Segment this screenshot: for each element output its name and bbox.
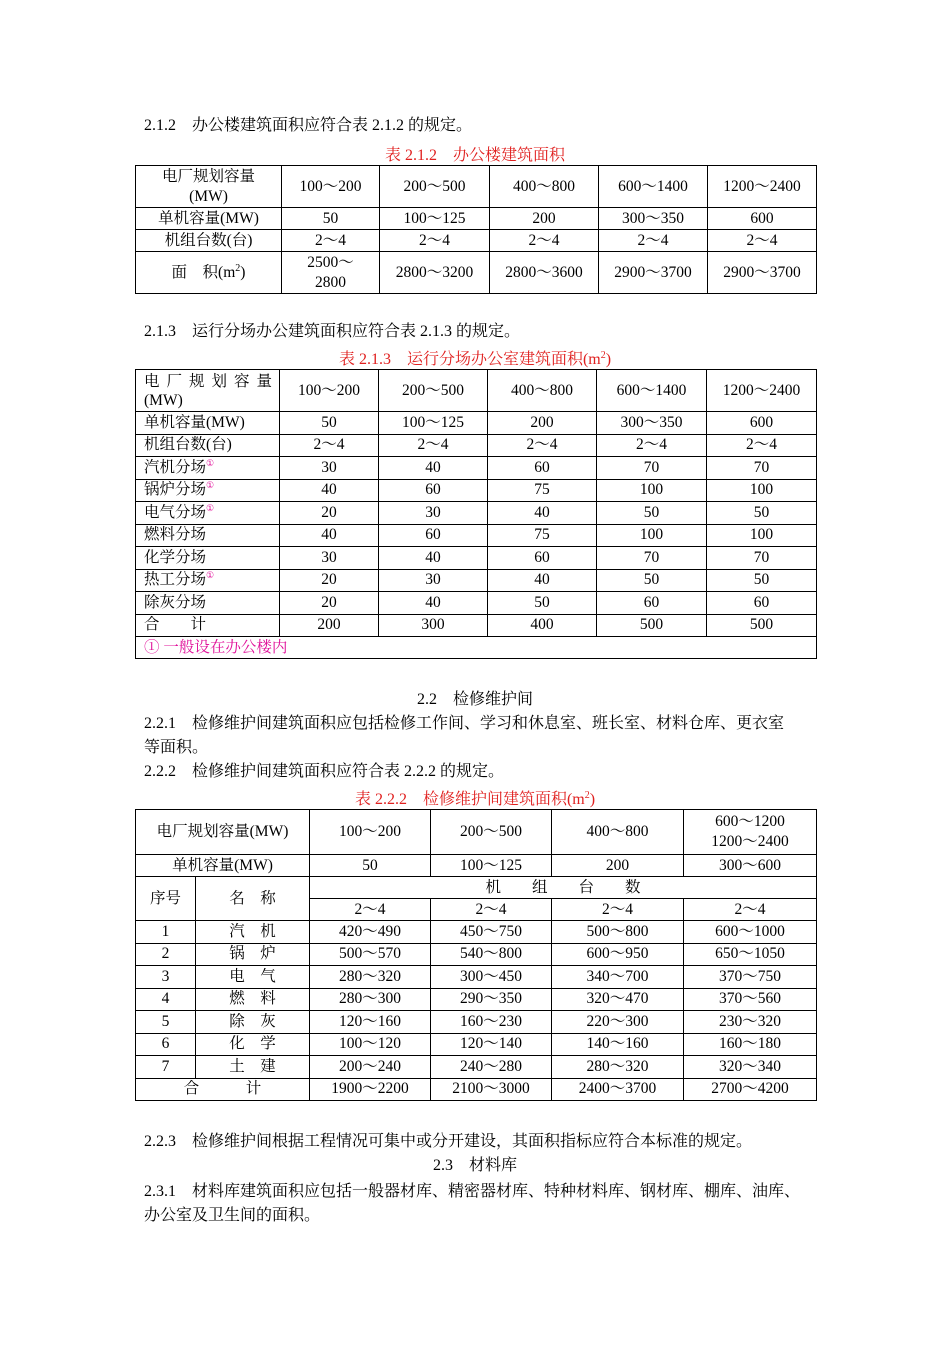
table-row: 单机容量(MW) 50 100～125 200 300～350 600 bbox=[136, 208, 817, 230]
table-row: 除灰分场 20 40 50 60 60 bbox=[136, 592, 817, 615]
clause-2-3-1-line1: 2.3.1 材料库建筑面积应包括一般器材库、精密器材库、特种材料库、钢材库、棚库、油库、 bbox=[144, 1183, 801, 1200]
table-row: 2 锅 炉 500～570 540～800 600～950 650～1050 bbox=[136, 943, 817, 966]
table-2-1-2-caption: 表 2.1.2 办公楼建筑面积 bbox=[384, 147, 565, 164]
table-header-cell: 100～200 bbox=[310, 810, 431, 855]
table-row: 4 燃 料 280～300 290～350 320～470 370～560 bbox=[136, 988, 817, 1011]
table-2-1-3-caption: 表 2.1.3 运行分场办公室建筑面积$(m^2)$ bbox=[338, 350, 612, 368]
footnote-mark: ① bbox=[206, 480, 215, 491]
clause-2-2-2: 2.2.2 检修维护间建筑面积应符合表 2.2.2 的规定。 bbox=[144, 763, 505, 780]
table-header-cell: 电厂规划容量 (MW) bbox=[136, 370, 280, 412]
table-row: 燃料分场 40 60 75 100 100 bbox=[136, 524, 817, 547]
table-header-cell: 200～500 bbox=[380, 166, 490, 208]
table-row: 6 化 学 100～120 120～140 140～160 160～180 bbox=[136, 1033, 817, 1056]
table-header-cell: 机 组 台 数 bbox=[310, 877, 817, 899]
clause-2-2-1-line1: 2.2.1 检修维护间建筑面积应包括检修工作间、学习和休息室、班长室、材料仓库、更衣室 bbox=[144, 715, 785, 732]
section-heading-2-2: 2.2 检修维护间 bbox=[416, 691, 533, 708]
footnote-mark: ① bbox=[206, 457, 215, 468]
table-row: 2～4 2～4 2～4 2～4 bbox=[136, 899, 817, 921]
table-row: 3 电 气 280～320 300～450 340～700 370～750 bbox=[136, 966, 817, 989]
table-2-2-2-caption: 表 2.2.2 检修维护间建筑面积$(m^2)$ bbox=[354, 790, 596, 808]
table-row: 汽机分场① 30 40 60 70 70 bbox=[136, 457, 817, 480]
table-header-cell: 600～1200 1200～2400 bbox=[684, 810, 817, 855]
table-header-cell: 200～500 bbox=[379, 370, 488, 412]
table-row: 电气分场① 20 30 40 50 50 bbox=[136, 502, 817, 525]
table-row: 锅炉分场① 40 60 75 100 100 bbox=[136, 479, 817, 502]
table-total-row: 合 计 200 300 400 500 500 bbox=[136, 614, 817, 637]
table-header-cell: 100～200 bbox=[280, 370, 379, 412]
clause-2-2-1-line2: 等面积。 bbox=[144, 739, 209, 756]
clause-2-1-2: 2.1.2 办公楼建筑面积应符合表 2.1.2 的规定。 bbox=[144, 117, 473, 134]
clause-2-2-3: 2.2.3 检修维护间根据工程情况可集中或分开建设，其面积指标应符合本标准的规定。 bbox=[144, 1133, 753, 1150]
table-header-cell: 400～800 bbox=[552, 810, 684, 855]
table-header-cell: 序号 bbox=[136, 877, 196, 921]
table-row: 1 汽 机 420～490 450～750 500～800 600～1000 bbox=[136, 921, 817, 944]
table-row: 热工分场① 20 30 40 50 50 bbox=[136, 569, 817, 592]
table-header-cell: 100～200 bbox=[282, 166, 380, 208]
table-note-row bbox=[136, 637, 817, 659]
table-note: ① 一般设在办公楼内 bbox=[136, 637, 817, 659]
table-total-row: 合 计 1900～2200 2100～3000 2400～3700 2700～4200 bbox=[136, 1078, 817, 1101]
table-row: 7 土 建 200～240 240～280 280～320 320～340 bbox=[136, 1056, 817, 1079]
table-row: 化学分场 30 40 60 70 70 bbox=[136, 547, 817, 570]
table-header-cell: 电厂规划容量(MW) bbox=[136, 810, 310, 855]
section-heading-2-3: 2.3 材料库 bbox=[432, 1157, 517, 1174]
table-row: 机组台数(台) 2～4 2～4 2～4 2～4 2～4 bbox=[136, 434, 817, 457]
table-2-1-3 bbox=[135, 369, 817, 659]
table-row: 单机容量(MW) 50 100～125 200 300～600 bbox=[136, 855, 817, 877]
table-header-cell: 400～800 bbox=[490, 166, 599, 208]
table-header-cell: 600～1400 bbox=[597, 370, 707, 412]
clause-2-3-1-line2: 办公室及卫生间的面积。 bbox=[144, 1207, 321, 1224]
footnote-mark: ① bbox=[206, 570, 215, 581]
table-row: 面 积$(m^2)$ 2500～ 2800 2800～3200 2800～3600 2900～3700 2900～3700 bbox=[136, 252, 817, 294]
table-header-cell: 400～800 bbox=[488, 370, 597, 412]
table-header-cell: 1200～2400 bbox=[707, 370, 817, 412]
table-row: 机组台数(台) 2～4 2～4 2～4 2～4 2～4 bbox=[136, 230, 817, 252]
table-2-2-2 bbox=[135, 809, 817, 1101]
table-header-cell: 名 称 bbox=[196, 877, 310, 921]
table-header-cell: 电厂规划容量 (MW) bbox=[136, 166, 282, 208]
table-header-cell: 200～500 bbox=[431, 810, 552, 855]
table-2-1-2 bbox=[135, 165, 817, 294]
footnote-mark: ① bbox=[206, 502, 215, 513]
table-header-cell: 600～1400 bbox=[599, 166, 708, 208]
table-row: 单机容量(MW) 50 100～125 200 300～350 600 bbox=[136, 412, 817, 435]
clause-2-1-3: 2.1.3 运行分场办公建筑面积应符合表 2.1.3 的规定。 bbox=[144, 323, 521, 340]
table-row: 5 除 灰 120～160 160～230 220～300 230～320 bbox=[136, 1011, 817, 1034]
table-header-cell: 1200～2400 bbox=[708, 166, 817, 208]
